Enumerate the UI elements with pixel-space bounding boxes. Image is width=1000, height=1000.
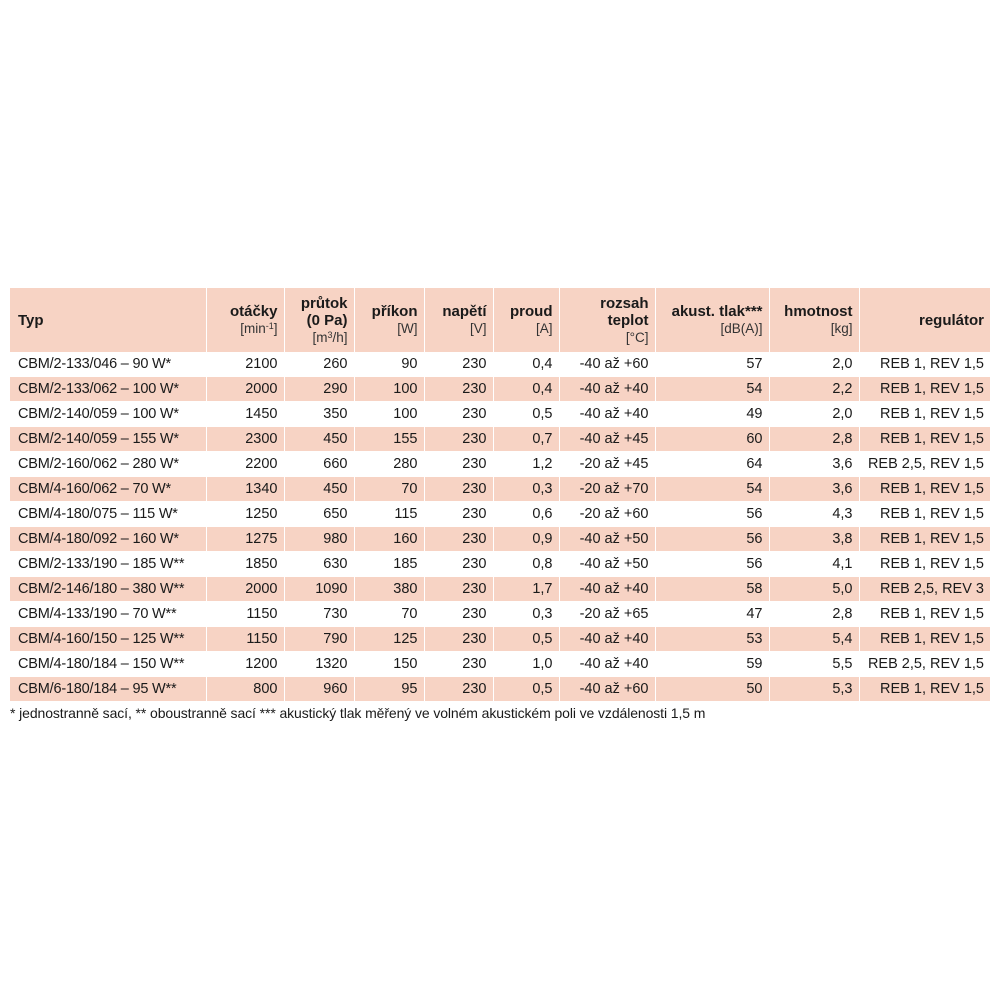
table-row (10, 377, 990, 402)
cell-hmotnost: 5,4 (769, 627, 859, 652)
cell-typ: CBM/2-133/062 – 100 W* (10, 377, 206, 402)
cell-otacky: 1150 (206, 627, 284, 652)
table-row (10, 527, 990, 552)
cell-napeti: 230 (424, 452, 493, 477)
cell-hmotnost: 4,3 (769, 502, 859, 527)
cell-otacky: 1850 (206, 552, 284, 577)
cell-regulator: REB 1, REV 1,5 (859, 477, 990, 502)
cell-prikon: 95 (354, 677, 424, 702)
cell-proud: 0,5 (493, 627, 559, 652)
cell-otacky: 2000 (206, 377, 284, 402)
cell-typ: CBM/2-146/180 – 380 W** (10, 577, 206, 602)
cell-rozsah: -20 až +60 (559, 502, 655, 527)
cell-rozsah: -40 až +40 (559, 377, 655, 402)
cell-prikon: 155 (354, 427, 424, 452)
fan-spec-table (10, 288, 990, 702)
cell-prutok: 1090 (284, 577, 354, 602)
cell-otacky: 1275 (206, 527, 284, 552)
cell-typ: CBM/4-160/150 – 125 W** (10, 627, 206, 652)
cell-prutok: 790 (284, 627, 354, 652)
cell-typ: CBM/2-140/059 – 100 W* (10, 402, 206, 427)
cell-napeti: 230 (424, 352, 493, 377)
footnote: * jednostranně sací, ** oboustranně sací *** akustický tlak měřený ve volném akustickém poli ve vzdálenosti 1,5 m (10, 705, 706, 721)
cell-hmotnost: 2,8 (769, 602, 859, 627)
cell-napeti: 230 (424, 552, 493, 577)
spec-sheet (10, 288, 990, 721)
cell-typ: CBM/4-180/092 – 160 W* (10, 527, 206, 552)
cell-hmotnost: 5,5 (769, 652, 859, 677)
cell-regulator: REB 1, REV 1,5 (859, 352, 990, 377)
cell-typ: CBM/4-160/062 – 70 W* (10, 477, 206, 502)
cell-napeti: 230 (424, 527, 493, 552)
header-prikon: příkon [W] (354, 288, 424, 352)
cell-akust: 49 (655, 402, 769, 427)
table-row (10, 452, 990, 477)
table-header-row (10, 288, 990, 352)
cell-napeti: 230 (424, 377, 493, 402)
cell-regulator: REB 1, REV 1,5 (859, 402, 990, 427)
cell-regulator: REB 1, REV 1,5 (859, 527, 990, 552)
cell-prikon: 280 (354, 452, 424, 477)
header-hmotnost: hmotnost [kg] (769, 288, 859, 352)
cell-rozsah: -40 až +45 (559, 427, 655, 452)
cell-typ: CBM/4-180/075 – 115 W* (10, 502, 206, 527)
cell-prikon: 115 (354, 502, 424, 527)
table-row (10, 577, 990, 602)
cell-akust: 54 (655, 477, 769, 502)
cell-rozsah: -40 až +40 (559, 652, 655, 677)
cell-akust: 59 (655, 652, 769, 677)
cell-regulator: REB 1, REV 1,5 (859, 552, 990, 577)
cell-akust: 64 (655, 452, 769, 477)
cell-napeti: 230 (424, 602, 493, 627)
cell-napeti: 230 (424, 477, 493, 502)
cell-prikon: 185 (354, 552, 424, 577)
cell-rozsah: -20 až +65 (559, 602, 655, 627)
cell-regulator: REB 1, REV 1,5 (859, 377, 990, 402)
cell-otacky: 2300 (206, 427, 284, 452)
cell-akust: 60 (655, 427, 769, 452)
table-row (10, 352, 990, 377)
header-prutok: průtok (0 Pa) $[m^3/h]$ (284, 288, 354, 352)
cell-regulator: REB 1, REV 1,5 (859, 427, 990, 452)
cell-prikon: 100 (354, 377, 424, 402)
header-napeti: napětí [V] (424, 288, 493, 352)
cell-proud: 1,7 (493, 577, 559, 602)
cell-prutok: 1320 (284, 652, 354, 677)
table-row (10, 602, 990, 627)
cell-rozsah: -40 až +40 (559, 577, 655, 602)
cell-akust: 58 (655, 577, 769, 602)
cell-prikon: 70 (354, 602, 424, 627)
cell-rozsah: -20 až +70 (559, 477, 655, 502)
table-row (10, 677, 990, 702)
cell-typ: CBM/2-133/190 – 185 W** (10, 552, 206, 577)
cell-napeti: 230 (424, 502, 493, 527)
cell-proud: 0,5 (493, 677, 559, 702)
cell-hmotnost: 3,6 (769, 452, 859, 477)
cell-prutok: 980 (284, 527, 354, 552)
cell-hmotnost: 2,8 (769, 427, 859, 452)
cell-proud: 0,3 (493, 477, 559, 502)
cell-typ: CBM/2-160/062 – 280 W* (10, 452, 206, 477)
cell-rozsah: -20 až +45 (559, 452, 655, 477)
cell-regulator: REB 1, REV 1,5 (859, 627, 990, 652)
cell-proud: 0,8 (493, 552, 559, 577)
cell-napeti: 230 (424, 652, 493, 677)
cell-akust: 56 (655, 552, 769, 577)
unit-otacky: $[\min^{-1}]$ (240, 321, 278, 336)
cell-akust: 56 (655, 502, 769, 527)
cell-rozsah: -40 až +40 (559, 627, 655, 652)
cell-prikon: 100 (354, 402, 424, 427)
cell-napeti: 230 (424, 427, 493, 452)
table-row (10, 402, 990, 427)
cell-napeti: 230 (424, 577, 493, 602)
cell-prikon: 380 (354, 577, 424, 602)
cell-hmotnost: 2,0 (769, 402, 859, 427)
cell-proud: 0,3 (493, 602, 559, 627)
cell-typ: CBM/4-180/184 – 150 W** (10, 652, 206, 677)
cell-proud: 0,5 (493, 402, 559, 427)
header-otacky: otáčky $[\min^{-1}]$ (206, 288, 284, 352)
cell-akust: 47 (655, 602, 769, 627)
cell-regulator: REB 2,5, REV 1,5 (859, 652, 990, 677)
cell-prutok: 450 (284, 427, 354, 452)
table-row (10, 652, 990, 677)
header-akust: akust. tlak*** [dB(A)] (655, 288, 769, 352)
cell-regulator: REB 2,5, REV 1,5 (859, 452, 990, 477)
cell-akust: 50 (655, 677, 769, 702)
cell-rozsah: -40 až +40 (559, 402, 655, 427)
cell-hmotnost: 2,2 (769, 377, 859, 402)
cell-akust: 53 (655, 627, 769, 652)
cell-napeti: 230 (424, 402, 493, 427)
cell-otacky: 2100 (206, 352, 284, 377)
unit-prutok: $[m^3/h]$ (312, 329, 348, 345)
cell-akust: 57 (655, 352, 769, 377)
cell-hmotnost: 2,0 (769, 352, 859, 377)
cell-hmotnost: 5,3 (769, 677, 859, 702)
cell-proud: 0,6 (493, 502, 559, 527)
cell-typ: CBM/4-133/190 – 70 W** (10, 602, 206, 627)
cell-prutok: 730 (284, 602, 354, 627)
cell-hmotnost: 3,8 (769, 527, 859, 552)
cell-prutok: 450 (284, 477, 354, 502)
cell-regulator: REB 1, REV 1,5 (859, 677, 990, 702)
cell-proud: 0,4 (493, 352, 559, 377)
cell-regulator: REB 1, REV 1,5 (859, 602, 990, 627)
cell-otacky: 1250 (206, 502, 284, 527)
cell-akust: 56 (655, 527, 769, 552)
cell-otacky: 2000 (206, 577, 284, 602)
cell-proud: 1,0 (493, 652, 559, 677)
cell-otacky: 1340 (206, 477, 284, 502)
header-regulator: regulátor (859, 288, 990, 352)
cell-prutok: 260 (284, 352, 354, 377)
cell-akust: 54 (655, 377, 769, 402)
cell-prikon: 160 (354, 527, 424, 552)
cell-proud: 1,2 (493, 452, 559, 477)
table-row (10, 502, 990, 527)
cell-hmotnost: 5,0 (769, 577, 859, 602)
cell-otacky: 2200 (206, 452, 284, 477)
cell-prutok: 960 (284, 677, 354, 702)
cell-typ: CBM/2-133/046 – 90 W* (10, 352, 206, 377)
cell-proud: 0,7 (493, 427, 559, 452)
cell-rozsah: -40 až +60 (559, 677, 655, 702)
cell-prikon: 70 (354, 477, 424, 502)
cell-typ: CBM/6-180/184 – 95 W** (10, 677, 206, 702)
cell-proud: 0,9 (493, 527, 559, 552)
table-row (10, 627, 990, 652)
cell-rozsah: -40 až +50 (559, 527, 655, 552)
cell-otacky: 1200 (206, 652, 284, 677)
cell-napeti: 230 (424, 677, 493, 702)
cell-regulator: REB 1, REV 1,5 (859, 502, 990, 527)
cell-napeti: 230 (424, 627, 493, 652)
header-typ: Typ (10, 288, 206, 352)
table-row (10, 427, 990, 452)
cell-otacky: 1150 (206, 602, 284, 627)
cell-hmotnost: 4,1 (769, 552, 859, 577)
header-rozsah: rozsah teplot [°C] (559, 288, 655, 352)
cell-hmotnost: 3,6 (769, 477, 859, 502)
cell-prikon: 150 (354, 652, 424, 677)
header-proud: proud [A] (493, 288, 559, 352)
cell-prikon: 125 (354, 627, 424, 652)
cell-proud: 0,4 (493, 377, 559, 402)
cell-regulator: REB 2,5, REV 3 (859, 577, 990, 602)
cell-prutok: 350 (284, 402, 354, 427)
cell-prutok: 630 (284, 552, 354, 577)
cell-rozsah: -40 až +60 (559, 352, 655, 377)
cell-prikon: 90 (354, 352, 424, 377)
cell-rozsah: -40 až +50 (559, 552, 655, 577)
cell-prutok: 290 (284, 377, 354, 402)
table-body (10, 352, 990, 702)
cell-prutok: 660 (284, 452, 354, 477)
cell-otacky: 1450 (206, 402, 284, 427)
table-row (10, 552, 990, 577)
cell-prutok: 650 (284, 502, 354, 527)
cell-otacky: 800 (206, 677, 284, 702)
table-row (10, 477, 990, 502)
cell-typ: CBM/2-140/059 – 155 W* (10, 427, 206, 452)
